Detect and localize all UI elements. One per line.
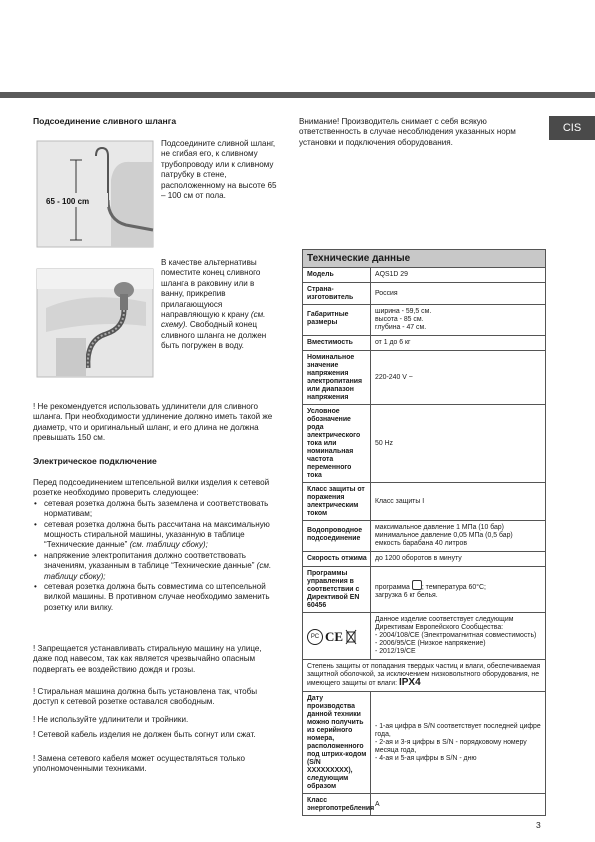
pct-mark-icon: РС [307, 629, 323, 645]
row-country: Страна-изготовитель Россия [303, 283, 545, 305]
electric-bullet-1: • сетевая розетка должна быть заземлена и соответствовать нормативам; [33, 499, 275, 520]
row-model: Модель AQS1D 29 [303, 268, 545, 283]
attention-note: Внимание! Производитель снимает с себя всякую ответственность в случае несоблюдения указанных норм установки и подключения оборудования. [299, 117, 516, 147]
drain-para1: Подсоедините сливной шланг, не сгибая его, к сливному трубопроводу или к сливному патрубку в стене, расположенному на высоте 65 – 100 см от пола. [161, 139, 277, 201]
row-dimensions: Габаритные размеры ширина - 59,5 см. высота - 85 см. глубина - 47 см. [303, 305, 545, 336]
tech-data-table [302, 249, 546, 816]
electric-warning-4: ! Сетевой кабель изделия не должен быть согнут или сжат. [33, 730, 256, 739]
electric-intro: Перед подсоединением штепсельной вилки изделия к сетевой розетке необходимо проверить следующее: [33, 478, 270, 498]
electric-bullet-4: • сетевая розетка должна быть совместима со штепсельной вилкой машины. В противном случае необходимо заменить розетку или вилку. [33, 582, 275, 613]
ce-mark-icon: CE [325, 628, 344, 644]
row-frequency: Условное обозначение рода электрического тока или номинальная частота переменного тока 50 Hz [303, 405, 545, 483]
row-capacity: Вместимость от 1 до 6 кг [303, 336, 545, 351]
program-icon [412, 580, 422, 590]
electric-warning-1: ! Запрещается устанавливать стиральную машину на улице, даже под навесом, так как является чрезвычайно опасным подвергать ее воздействию дождя и грозы. [33, 644, 262, 674]
drain-heading: Подсоединение сливного шланга [33, 116, 177, 126]
row-programs: Программы управления в соответствии с Директивой EN 60456 программа ; температура 60°С; загрузка 6 кг белья. [303, 567, 545, 613]
height-label: 65 - 100 cm [46, 197, 90, 206]
row-voltage: Номинальное значение напряжения электропитания или диапазон напряжения 220-240 V ~ [303, 351, 545, 405]
electric-warning-5: ! Замена сетевого кабеля может осуществляться только уполномоченными техниками. [33, 754, 245, 774]
electric-warning-2: ! Стиральная машина должна быть установлена так, чтобы доступ к сетевой розетке оставался свободным. [33, 687, 258, 707]
tech-title: Технические данные [303, 250, 545, 268]
row-protection: Класс защиты от поражения электрическим током Класс защиты I [303, 483, 545, 521]
drain-warning: ! Не рекомендуется использовать удлинители для сливного шланга. При необходимости удлинение должно иметь такой же диаметр, что и оригинальный шланг, и его длина не должна превышать 150 см. [33, 402, 273, 443]
row-date: Дату производства данной техники можно получить из серийного номера, расположенного под штрих-кодом (S/N XXXXXXXXX), следующим образом - 1-ая цифра в S/N соответствует последней цифре года, - 2-ая и 3-я цифры в S/N - порядковому номеру месяца года, - 4-ая и 5-ая цифры в S/N - дню [303, 692, 545, 794]
electric-warning-3: ! Не используйте удлинители и тройники. [33, 715, 189, 724]
row-water: Водопроводное подсоединение максимальное давление 1 МПа (10 бар) минимальное давление 0,05 МПа (0,5 бар) емкость барабана 40 литров [303, 521, 545, 552]
weee-bin-icon [345, 629, 357, 645]
language-tab: CIS [549, 116, 595, 140]
sink-drain-figure [36, 268, 154, 378]
row-ip: Степень защиты от попадания твердых частиц и влаги, обеспечиваемая защитной оболочкой, за исключением низковольтного оборудования, не имеющего защиты от влаги: IPX4 [303, 660, 545, 692]
row-spin: Скорость отжима до 1200 оборотов в минуту [303, 552, 545, 567]
electric-bullet-3: • напряжение электропитания должно соответствовать значениям, указанным в таблице “Технические данные” (см. таблицу сбоку); [33, 551, 275, 582]
top-bar [0, 92, 595, 98]
electric-section [33, 478, 275, 613]
page-number: 3 [536, 820, 541, 830]
electric-bullet-2: • сетевая розетка должна быть рассчитана на максимальную мощность стиральной машины, указанную в таблице “Технические данные” (см. таблицу сбоку); [33, 520, 275, 551]
row-ce: РС CE Данное изделие соответствует следующим Директивам Европейского Сообщества: - 2004/108/CE (Электромагнитная совместимость) - 2006/95/CE (Низкое напряжение) - 2012/19/CE [303, 613, 545, 660]
row-energy: Класс энергопотребления A [303, 794, 545, 815]
electric-heading: Электрическое подключение [33, 456, 157, 466]
drain-para2: В качестве альтернативы поместите конец сливного шланга в раковину или в ванну, прикрепив прилагающуюся направляющую к крану (см. схему). Свободный конец сливного шланга не должен быть погружен в воду. [161, 258, 267, 351]
drain-height-figure [36, 140, 154, 248]
